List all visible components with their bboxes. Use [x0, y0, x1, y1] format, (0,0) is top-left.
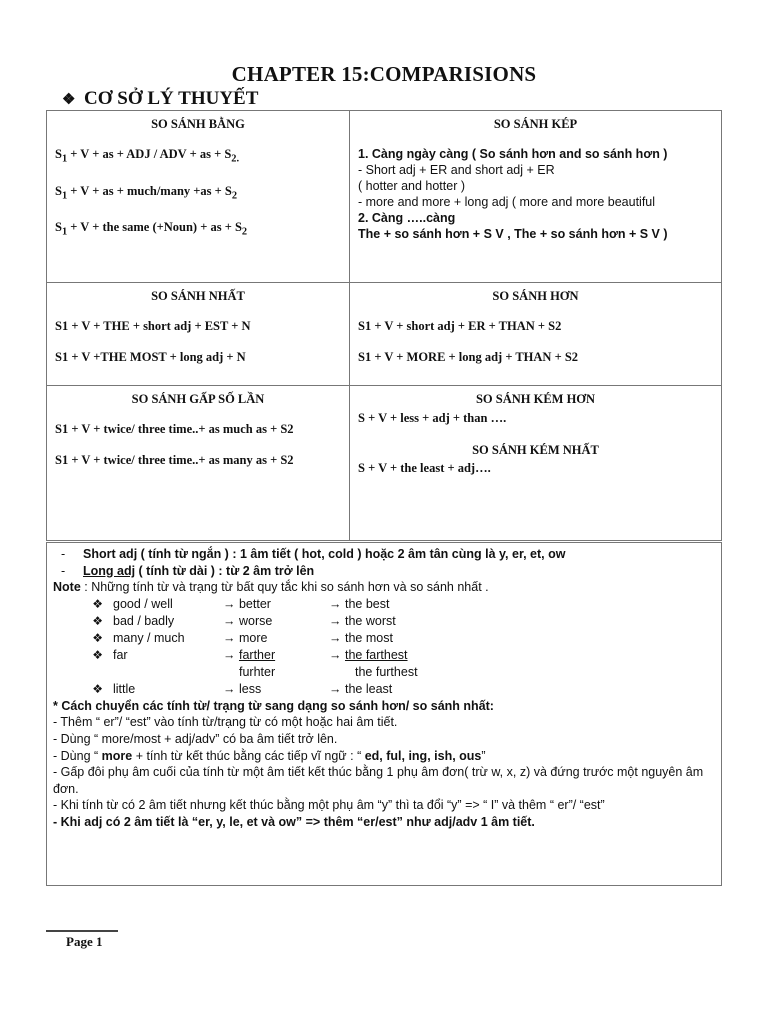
cell-equal — [47, 111, 350, 283]
comparative-form: → more — [223, 630, 268, 645]
diamond-bullet-icon: ❖ — [92, 630, 103, 645]
cell-heading: SO SÁNH KÉP — [493, 117, 578, 131]
rule-line: 2. Càng …..càng — [358, 211, 456, 225]
rule-line: - more and more + long adj ( more and more beautiful — [358, 195, 656, 209]
comparative-form: → worse — [223, 613, 273, 628]
superlative-form: the furthest — [355, 664, 418, 679]
rule-line: - Thêm “ er”/ “est” vào tính từ/trạng từ có một hoặc hai âm tiết. — [53, 715, 398, 730]
base-form — [113, 664, 223, 681]
rule-line: The + so sánh hơn + S V , The + so sánh hơn + S V ) — [358, 227, 668, 241]
comparison-grid — [46, 110, 722, 541]
base-form: good / well — [113, 596, 173, 611]
rule-line: ( hotter and hotter ) — [358, 179, 466, 193]
arrow-icon: → — [329, 630, 342, 645]
convert-heading: * Cách chuyển các tính từ/ trạng từ sang dạng so sánh hơn/ so sánh nhất: — [53, 698, 494, 713]
superlative-form: → the most — [329, 630, 393, 645]
cell-heading: SO SÁNH KÉM NHẤT — [472, 443, 599, 457]
page-title: CHAPTER 15:COMPARISIONS — [231, 62, 537, 86]
irregular-form-row — [53, 664, 715, 681]
section-heading — [62, 88, 258, 110]
cell-heading: SO SÁNH GẤP SỐ LẦN — [131, 392, 265, 406]
formula: S1 + V + MORE + long adj + THAN + S2 — [358, 350, 579, 364]
formula: $S_1 + V$ + the same (+Noun) + as + $S_2$ — [55, 220, 248, 238]
base-form: little — [113, 681, 136, 696]
cell-double — [350, 111, 722, 283]
cell-heading: SO SÁNH NHẤT — [151, 289, 245, 303]
comparative-form: → less — [223, 681, 262, 696]
base-form: far — [113, 647, 128, 662]
rule-line: - Short adj + ER and short adj + ER — [358, 163, 555, 177]
arrow-icon: → — [329, 681, 342, 696]
diamond-bullet-icon: ❖ — [62, 92, 76, 108]
rule-line: 1. Càng ngày càng ( So sánh hơn and so sánh hơn ) — [358, 147, 668, 161]
diamond-bullet-icon: ❖ — [92, 681, 103, 696]
note-line: Note : Những tính từ và trạng từ bất quy tắc khi so sánh hơn và so sánh nhất . — [53, 580, 489, 595]
irregular-form-row — [53, 681, 715, 698]
arrow-icon: → — [329, 613, 342, 628]
diamond-bullet-icon: ❖ — [92, 596, 103, 611]
irregular-form-row — [53, 647, 715, 664]
comparative-form: → better — [223, 596, 271, 611]
formula: S1 + V + THE + short adj + EST + N — [55, 319, 251, 333]
base-form: many / much — [113, 630, 185, 645]
page-number: Page 1 — [66, 934, 103, 949]
note-line: - Short adj ( tính từ ngắn ) : 1 âm tiết ( hot, cold ) hoặc 2 âm tân cùng là y, er, et, ow — [61, 547, 566, 561]
section-heading-text: CƠ SỞ LÝ THUYẾT — [84, 88, 259, 109]
comparative-form: furhter — [239, 664, 276, 679]
irregular-forms-list — [53, 596, 715, 698]
diamond-bullet-icon: ❖ — [92, 613, 103, 628]
cell-superlative — [47, 283, 350, 386]
cell-heading: SO SÁNH HƠN — [492, 289, 579, 303]
formula: S1 + V + twice/ three time..+ as much as + S2 — [55, 422, 294, 436]
superlative-form: → the farthest — [329, 647, 408, 662]
formula: $S_1 + V$ + as + ADJ / ADV + as + $S_{2.}$ — [55, 147, 240, 165]
footer-divider — [46, 930, 118, 932]
note-line: - Long adj ( tính từ dài ) : từ 2 âm trở lên — [61, 563, 315, 578]
diamond-bullet-icon — [53, 664, 113, 681]
arrow-icon: → — [329, 647, 342, 662]
cell-heading: SO SÁNH KÉM HƠN — [475, 392, 596, 406]
arrow-icon: → — [223, 681, 236, 696]
cell-less — [350, 386, 722, 541]
arrow-icon: → — [223, 596, 236, 611]
arrow-icon: → — [329, 596, 342, 611]
formula: S1 + V +THE MOST + long adj + N — [55, 350, 246, 364]
irregular-form-row — [53, 613, 715, 630]
formula: S + V + less + adj + than …. — [358, 411, 507, 425]
formula: S1 + V + twice/ three time..+ as many as + S2 — [55, 453, 294, 467]
irregular-form-row — [53, 630, 715, 647]
rule-line: - Khi adj có 2 âm tiết là “er, y, le, et và ow” => thêm “er/est” như adj/adv 1 âm tiết. — [53, 814, 535, 829]
rule-line: - Gấp đôi phụ âm cuối của tính từ một âm tiết kết thúc bằng 1 phụ âm đơn( trừ w, x, z) và đứng trước một nguyên âm đơn. — [53, 765, 704, 796]
diamond-bullet-icon: ❖ — [92, 647, 103, 662]
cell-multiple — [47, 386, 350, 541]
superlative-form: → the least — [329, 681, 393, 696]
base-form: bad / badly — [113, 613, 175, 628]
rule-line: - Khi tính từ có 2 âm tiết nhưng kết thúc bằng một phụ âm “y” thì ta đổi “y” => “ I” và thêm “ er”/ “est” — [53, 798, 605, 813]
irregular-form-row — [53, 596, 715, 613]
superlative-form: → the best — [329, 596, 390, 611]
arrow-icon: → — [223, 647, 236, 662]
cell-comparative — [350, 283, 722, 386]
formula: S1 + V + short adj + ER + THAN + S2 — [358, 319, 562, 333]
cell-heading: SO SÁNH BẰNG — [151, 117, 245, 131]
arrow-icon: → — [223, 630, 236, 645]
formula: $S_1 + V$ + as + much/many $+as + S_2$ — [55, 183, 238, 201]
superlative-form: → the worst — [329, 613, 396, 628]
notes-box — [46, 542, 722, 886]
rule-line: - Dùng “ more/most + adj/adv” có ba âm tiết trở lên. — [53, 731, 338, 746]
formula: S + V + the least + adj…. — [358, 461, 491, 475]
arrow-icon: → — [223, 613, 236, 628]
comparative-form: → farther — [223, 647, 276, 662]
rule-line: - Dùng “ more + tính từ kết thúc bằng các tiếp vĩ ngữ : “ ed, ful, ing, ish, ous” — [53, 748, 486, 763]
